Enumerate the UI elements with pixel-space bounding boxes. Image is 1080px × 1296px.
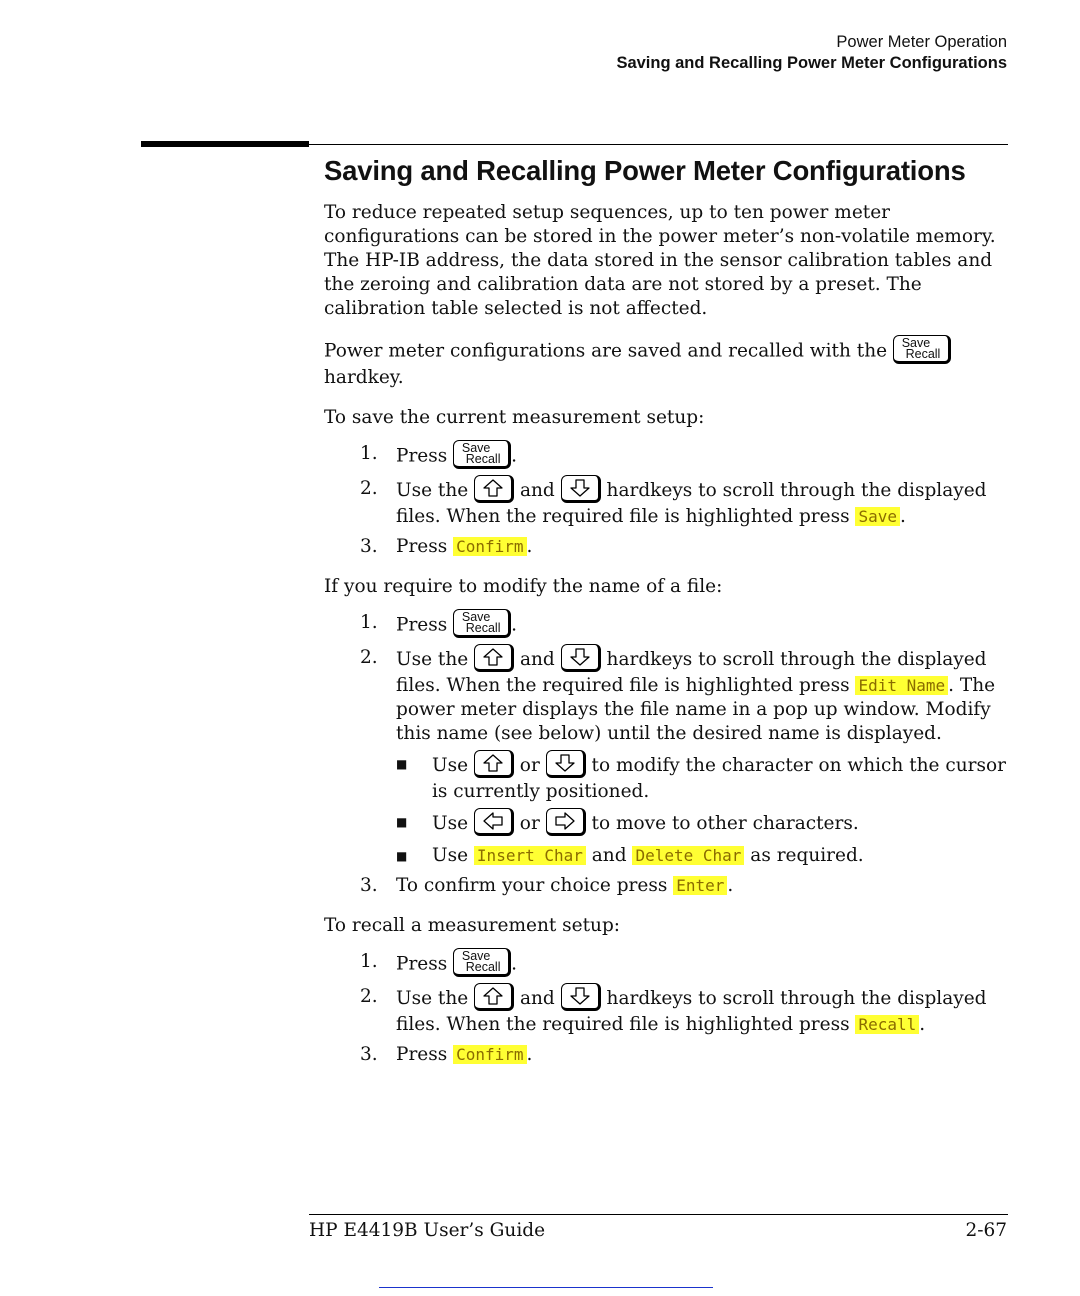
save-recall-hardkey-icon: Save Recall: [453, 440, 511, 469]
footer-rule: [309, 1214, 1008, 1215]
list-item: 2. Use the and hardkeys to scroll through the displayed files. When the required file is highlighted press Save .: [324, 477, 1014, 529]
running-head-section: Saving and Recalling Power Meter Configurations: [616, 54, 1007, 72]
section-rule-thick: [141, 141, 309, 147]
list-item: 3. To confirm your choice press Enter .: [360, 875, 734, 896]
softkey-confirm: Confirm: [453, 1045, 526, 1064]
list-item: 1. Press Save Recall .: [324, 950, 1014, 979]
list-item: 2. Use the and hardkeys to scroll through the displayed files. When the required file is highlighted press Edit Name . The power meter displays the file name in a pop up window. Modify this name (see below) until the desired name is displayed. ■ Use or to modify the character on which the cursor is currently positioned. ■ Use or to move to other characters. ■ Use Insert Char and Delete Char as required.: [324, 646, 1014, 868]
hardkey-paragraph: Power meter configurations are saved and recalled with the Save Recall hardkey.: [324, 337, 1014, 390]
softkey-edit-name: Edit Name: [855, 676, 948, 695]
list-item: ■ Use Insert Char and Delete Char as required.: [396, 845, 864, 866]
save-recall-hardkey-icon: Save Recall: [453, 609, 511, 638]
bullet-icon: ■: [396, 849, 408, 863]
save-steps: [324, 442, 1014, 559]
bullet-icon: ■: [396, 815, 408, 829]
page-content: [324, 150, 1014, 1083]
down-arrow-icon: [561, 475, 601, 503]
softkey-save: Save: [855, 507, 900, 526]
down-arrow-icon: [561, 983, 601, 1011]
modify-steps: [324, 611, 1014, 898]
recall-steps: [324, 950, 1014, 1067]
list-item: 3. Press Confirm .: [360, 1044, 533, 1065]
bullet-icon: ■: [396, 757, 408, 771]
save-lead: To save the current measurement setup:: [324, 407, 705, 428]
list-item: 3. Press Confirm .: [360, 536, 533, 557]
footer-title: HP E4419B User’s Guide: [309, 1220, 546, 1241]
softkey-delete-char: Delete Char: [632, 846, 744, 865]
up-arrow-icon: [474, 750, 514, 778]
right-arrow-icon: [546, 808, 586, 836]
left-arrow-icon: [474, 808, 514, 836]
up-arrow-icon: [474, 983, 514, 1011]
running-head: [616, 32, 1007, 74]
softkey-confirm: Confirm: [453, 537, 526, 556]
running-head-chapter: Power Meter Operation: [836, 33, 1007, 51]
save-recall-hardkey-icon: Save Recall: [453, 948, 511, 977]
section-heading: Saving and Recalling Power Meter Configurations: [324, 155, 966, 186]
up-arrow-icon: [474, 475, 514, 503]
bottom-link-underline: [379, 1287, 713, 1288]
page-number: 2-67: [965, 1220, 1007, 1241]
intro-paragraph: To reduce repeated setup sequences, up to ten power meter configurations can be stored in the power meter’s non-volatile memory. The HP-IB address, the data stored in the sensor calibration tables and the zeroing and calibration data are not stored by a preset. The calibration table selected is not affected.: [324, 202, 996, 319]
section-rule-thin: [309, 144, 1008, 145]
down-arrow-icon: [561, 644, 601, 672]
down-arrow-icon: [546, 750, 586, 778]
recall-lead: To recall a measurement setup:: [324, 915, 621, 936]
list-item: ■ Use or to move to other characters.: [396, 810, 1014, 838]
list-item: 2. Use the and hardkeys to scroll through the displayed files. When the required file is highlighted press Recall .: [324, 985, 1014, 1037]
list-item: 1. Press Save Recall .: [324, 442, 1014, 471]
modify-lead: If you require to modify the name of a file:: [324, 576, 723, 597]
softkey-insert-char: Insert Char: [474, 846, 586, 865]
up-arrow-icon: [474, 644, 514, 672]
softkey-recall: Recall: [855, 1015, 919, 1034]
modify-substeps: [396, 752, 1014, 868]
softkey-enter: Enter: [673, 876, 727, 895]
list-item: 1. Press Save Recall .: [324, 611, 1014, 640]
save-recall-hardkey-icon: Save Recall: [893, 335, 951, 364]
list-item: ■ Use or to modify the character on which the cursor is currently positioned.: [396, 752, 1014, 804]
